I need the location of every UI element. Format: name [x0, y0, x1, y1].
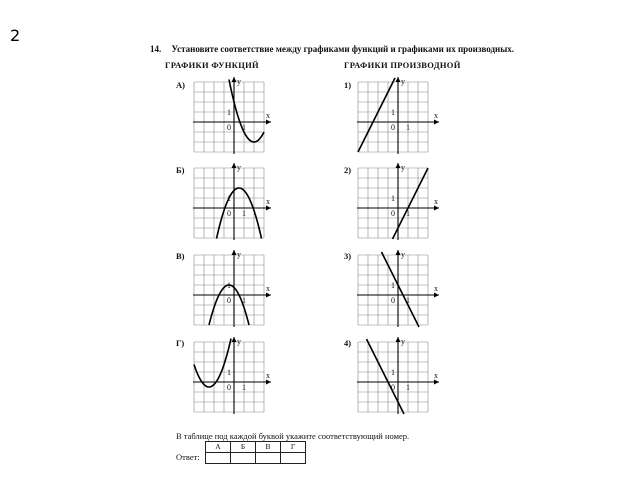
- slide-number: 2: [10, 26, 21, 45]
- x-unit-label: 1: [242, 383, 246, 392]
- y-unit-label: 1: [391, 368, 395, 377]
- y-axis-label: y: [401, 337, 405, 346]
- origin-label: 0: [227, 209, 231, 218]
- derivative-graph-1: [356, 76, 442, 156]
- y-axis-label: y: [401, 77, 405, 86]
- x-axis-label: x: [434, 284, 438, 293]
- x-axis-arrow: [434, 380, 439, 385]
- origin-label: 0: [227, 123, 231, 132]
- derivative-label-3: 3): [344, 251, 352, 261]
- function-label-v: В): [176, 251, 185, 261]
- answer-table-header-row: [206, 442, 306, 453]
- x-axis-label: x: [266, 371, 270, 380]
- task-number: 14.: [150, 44, 162, 54]
- x-axis-arrow: [266, 293, 271, 298]
- y-axis-label: y: [401, 163, 405, 172]
- function-graph-v: [192, 249, 274, 333]
- x-unit-label: 1: [242, 209, 246, 218]
- function-label-g: Г): [176, 338, 185, 348]
- answer-table-value-row: [206, 453, 306, 464]
- answer-cell-v[interactable]: [256, 453, 281, 464]
- origin-label: 0: [227, 296, 231, 305]
- x-axis-arrow: [266, 206, 271, 211]
- x-unit-label: 1: [242, 296, 246, 305]
- y-axis-label: y: [237, 77, 241, 86]
- x-axis-label: x: [266, 111, 270, 120]
- derivative-graph-2: [356, 162, 442, 246]
- y-axis-arrow: [396, 77, 401, 82]
- answer-header-a: А: [206, 442, 231, 453]
- derivative-label-4: 4): [344, 338, 352, 348]
- y-unit-label: 1: [391, 108, 395, 117]
- x-axis-label: x: [434, 371, 438, 380]
- answer-header-g: Г: [281, 442, 306, 453]
- y-axis-arrow: [396, 163, 401, 168]
- function-graph-b: [192, 162, 274, 246]
- answer-header-b: Б: [231, 442, 256, 453]
- derivative-label-2: 2): [344, 165, 352, 175]
- function-label-a: А): [176, 80, 185, 90]
- function-graph-g: [192, 336, 274, 420]
- origin-label: 0: [391, 383, 395, 392]
- y-unit-label: 1: [227, 281, 231, 290]
- origin-label: 0: [391, 296, 395, 305]
- derivative-line: [358, 78, 395, 152]
- x-axis-arrow: [434, 120, 439, 125]
- x-axis-arrow: [434, 206, 439, 211]
- origin-label: 0: [227, 383, 231, 392]
- y-unit-label: 1: [227, 108, 231, 117]
- derivative-graph-4: [356, 336, 442, 420]
- y-axis-label: y: [401, 250, 405, 259]
- x-axis-label: x: [434, 111, 438, 120]
- derivatives-heading: ГРАФИКИ ПРОИЗВОДНОЙ: [344, 60, 461, 70]
- y-axis-arrow: [232, 163, 237, 168]
- instruction-text: В таблице под каждой буквой укажите соответствующий номер.: [176, 431, 410, 441]
- answer-label: Ответ:: [176, 452, 200, 462]
- x-unit-label: 1: [406, 209, 410, 218]
- origin-label: 0: [391, 123, 395, 132]
- x-axis-arrow: [266, 120, 271, 125]
- task-text: Установите соответствие между графиками функций и графиками их производных.: [171, 44, 515, 54]
- x-unit-label: 1: [242, 123, 246, 132]
- x-axis-label: x: [266, 197, 270, 206]
- x-axis-label: x: [266, 284, 270, 293]
- origin-label: 0: [391, 209, 395, 218]
- y-axis-label: y: [237, 250, 241, 259]
- x-unit-label: 1: [406, 383, 410, 392]
- x-axis-arrow: [266, 380, 271, 385]
- function-curve: [194, 339, 231, 387]
- x-axis-arrow: [434, 293, 439, 298]
- answer-header-v: В: [256, 442, 281, 453]
- answer-cell-g[interactable]: [281, 453, 306, 464]
- derivative-label-1: 1): [344, 80, 352, 90]
- y-unit-label: 1: [227, 194, 231, 203]
- function-curve: [217, 188, 262, 239]
- y-unit-label: 1: [391, 281, 395, 290]
- y-axis-arrow: [396, 337, 401, 342]
- functions-heading: ГРАФИКИ ФУНКЦИЙ: [165, 60, 259, 70]
- y-axis-arrow: [232, 337, 237, 342]
- y-axis-arrow: [232, 77, 237, 82]
- y-axis-arrow: [232, 250, 237, 255]
- y-axis-label: y: [237, 337, 241, 346]
- y-axis-label: y: [237, 163, 241, 172]
- y-axis-arrow: [396, 250, 401, 255]
- answer-table: [205, 441, 306, 464]
- function-label-b: Б): [176, 165, 185, 175]
- answer-cell-b[interactable]: [231, 453, 256, 464]
- y-unit-label: 1: [391, 194, 395, 203]
- derivative-line: [382, 252, 420, 327]
- x-axis-label: x: [434, 197, 438, 206]
- derivative-graph-3: [356, 249, 442, 333]
- answer-cell-a[interactable]: [206, 453, 231, 464]
- y-unit-label: 1: [227, 368, 231, 377]
- x-unit-label: 1: [406, 296, 410, 305]
- x-unit-label: 1: [406, 123, 410, 132]
- task-header: [150, 44, 514, 54]
- function-graph-a: [192, 76, 274, 156]
